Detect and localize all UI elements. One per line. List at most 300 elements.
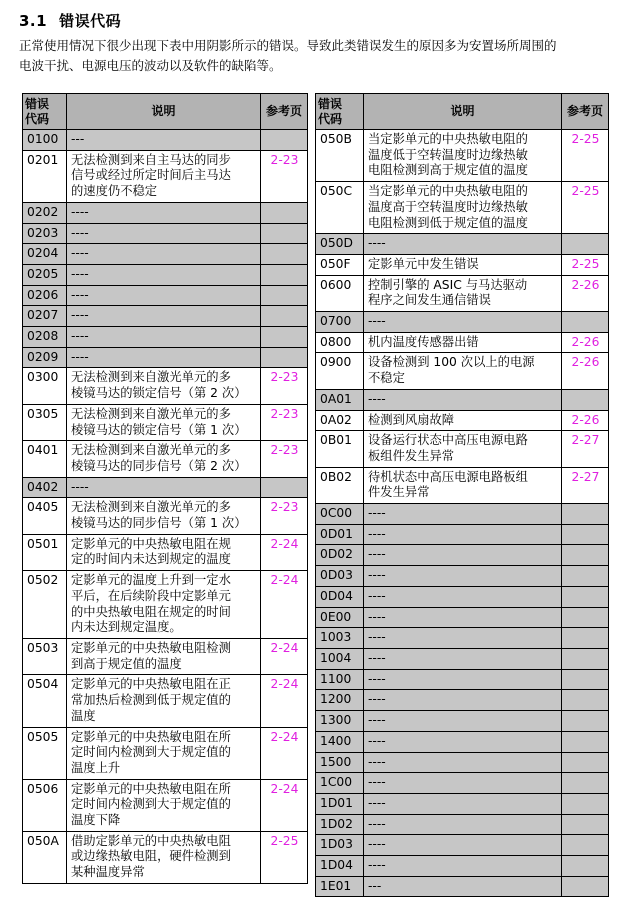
- reference-page: [261, 306, 308, 327]
- reference-page: [562, 856, 609, 877]
- table-row: [23, 727, 308, 779]
- error-code: 0205: [23, 264, 67, 285]
- reference-page: [261, 202, 308, 223]
- reference-page: [562, 628, 609, 649]
- description-line: 温度: [71, 708, 96, 723]
- reference-page: 2-25: [261, 831, 308, 883]
- description-line: 棱镜马达的锁定信号（第 2 次）: [71, 386, 247, 401]
- reference-page: [261, 264, 308, 285]
- reference-page: 2-24: [261, 727, 308, 779]
- error-code: 0C00: [316, 504, 364, 525]
- reference-page: [261, 477, 308, 498]
- table-row: [316, 332, 609, 353]
- description-line: 件发生异常: [368, 485, 430, 500]
- error-code: 1003: [316, 628, 364, 649]
- table-row: [316, 731, 609, 752]
- error-description: [67, 404, 261, 440]
- header-desc: 说明: [67, 94, 261, 130]
- description-line: 程序之间发生通信错误: [368, 293, 491, 308]
- error-code: 0204: [23, 244, 67, 265]
- error-description: [67, 223, 261, 244]
- error-description: [364, 793, 562, 814]
- error-description: [67, 675, 261, 727]
- error-description: [67, 347, 261, 368]
- error-description: [67, 571, 261, 639]
- error-code: 1500: [316, 752, 364, 773]
- error-description: [364, 130, 562, 182]
- error-code: 0700: [316, 312, 364, 333]
- description-line: 定时间内检测到大于规定值的: [71, 745, 231, 760]
- description-line: ----: [368, 795, 386, 810]
- reference-page: 2-26: [562, 410, 609, 431]
- table-row: [316, 431, 609, 467]
- table-row: [23, 368, 308, 404]
- error-description: [364, 566, 562, 587]
- description-line: ----: [368, 547, 386, 562]
- table-row: [23, 441, 308, 477]
- error-description: [364, 182, 562, 234]
- table-row: [316, 669, 609, 690]
- error-code: 0206: [23, 285, 67, 306]
- description-line: 不稳定: [368, 371, 405, 386]
- error-description: [364, 607, 562, 628]
- table-row: [23, 347, 308, 368]
- table-row: [23, 675, 308, 727]
- table-header-row: [316, 94, 609, 130]
- table-row: [316, 690, 609, 711]
- error-table-left: [22, 93, 308, 884]
- description-line: ----: [368, 630, 386, 645]
- table-row: [316, 130, 609, 182]
- error-description: [67, 306, 261, 327]
- error-code: 0D02: [316, 545, 364, 566]
- reference-page: [562, 793, 609, 814]
- error-description: [364, 504, 562, 525]
- error-code: 0A01: [316, 389, 364, 410]
- reference-page: [562, 389, 609, 410]
- description-line: 定影单元的中央热敏电阻在所: [71, 729, 231, 744]
- description-line: ----: [71, 479, 89, 494]
- error-description: [67, 264, 261, 285]
- error-code: 0401: [23, 441, 67, 477]
- description-line: 定影单元的中央热敏电阻检测: [71, 640, 231, 655]
- description-line: ----: [71, 246, 89, 261]
- description-line: 常加热后检测到低于规定值的: [71, 693, 231, 708]
- description-line: ---: [71, 132, 85, 146]
- table-row: [23, 327, 308, 348]
- table-row: [23, 571, 308, 639]
- description-line: 温度上升: [71, 760, 121, 775]
- reference-page: [261, 244, 308, 265]
- error-code: 1400: [316, 731, 364, 752]
- description-line: 控制引擎的 ASIC 与马达驱动: [368, 277, 528, 292]
- reference-page: [562, 814, 609, 835]
- table-row: [316, 711, 609, 732]
- error-description: [364, 234, 562, 255]
- error-description: [364, 254, 562, 275]
- error-code: 0E00: [316, 607, 364, 628]
- error-code: 050B: [316, 130, 364, 182]
- reference-page: [562, 312, 609, 333]
- table-row: [316, 793, 609, 814]
- error-code: 0D01: [316, 524, 364, 545]
- table-header-row: [23, 94, 308, 130]
- reference-page: [562, 504, 609, 525]
- error-description: [364, 690, 562, 711]
- table-row: [316, 524, 609, 545]
- description-line: ----: [368, 858, 386, 873]
- table-row: [23, 534, 308, 570]
- table-row: [316, 648, 609, 669]
- error-description: [67, 727, 261, 779]
- reference-page: [562, 545, 609, 566]
- table-row: [23, 150, 308, 202]
- description-line: 温度低于空转温度时边缘热敏: [368, 147, 528, 162]
- reference-page: 2-24: [261, 571, 308, 639]
- header-code: 错误 代码: [23, 94, 67, 130]
- description-line: 平后，在后续阶段中定影单元: [71, 588, 231, 603]
- description-line: 定影单元的中央热敏电阻在规: [71, 536, 231, 551]
- error-code: 0B01: [316, 431, 364, 467]
- description-line: 设备检测到 100 次以上的电源: [368, 355, 535, 370]
- reference-page: [261, 327, 308, 348]
- description-line: 到高于规定值的温度: [71, 656, 182, 671]
- description-line: ----: [368, 650, 386, 665]
- reference-page: [562, 524, 609, 545]
- error-description: [67, 534, 261, 570]
- description-line: 定影单元的中央热敏电阻在正: [71, 677, 231, 692]
- table-row: [316, 856, 609, 877]
- error-code: 1100: [316, 669, 364, 690]
- error-code: 0900: [316, 353, 364, 389]
- error-code: 1200: [316, 690, 364, 711]
- error-code: 0100: [23, 130, 67, 151]
- error-description: [67, 150, 261, 202]
- reference-page: [261, 223, 308, 244]
- table-row: [23, 223, 308, 244]
- error-description: [67, 498, 261, 534]
- error-code: 0800: [316, 332, 364, 353]
- table-row: [316, 182, 609, 234]
- error-code: 0305: [23, 404, 67, 440]
- error-code: 0202: [23, 202, 67, 223]
- description-line: ----: [368, 754, 386, 769]
- reference-page: [562, 711, 609, 732]
- description-line: ----: [71, 266, 89, 281]
- intro-line: 正常使用情况下很少出现下表中用阴影所示的错误。导致此类错误发生的原因多为安置场所周围的: [19, 38, 557, 53]
- table-row: [23, 498, 308, 534]
- section-number: 3.1: [19, 12, 48, 30]
- description-line: ----: [71, 308, 89, 323]
- table-row: [316, 389, 609, 410]
- description-line: 定时间内检测到大于规定值的: [71, 797, 231, 812]
- description-line: 棱镜马达的同步信号（第 2 次）: [71, 458, 247, 473]
- error-description: [364, 545, 562, 566]
- description-line: 电阻检测到低于规定值的温度: [368, 215, 528, 230]
- error-description: [364, 431, 562, 467]
- error-code: 050D: [316, 234, 364, 255]
- error-description: [67, 477, 261, 498]
- table-row: [316, 586, 609, 607]
- description-line: 板组件发生异常: [368, 448, 455, 463]
- description-line: 电阻检测到高于规定值的温度: [368, 163, 528, 178]
- reference-page: 2-24: [261, 534, 308, 570]
- error-code: 0503: [23, 638, 67, 674]
- error-code: 0209: [23, 347, 67, 368]
- error-description: [67, 779, 261, 831]
- description-line: 设备运行状态中高压电源电路: [368, 433, 528, 448]
- error-description: [67, 202, 261, 223]
- table-row: [23, 831, 308, 883]
- error-description: [364, 312, 562, 333]
- error-table-right: [315, 93, 609, 897]
- description-line: 棱镜马达的锁定信号（第 1 次）: [71, 422, 247, 437]
- description-line: ----: [368, 775, 386, 790]
- table-row: [23, 264, 308, 285]
- description-line: 的中央热敏电阻在规定的时间: [71, 604, 231, 619]
- table-row: [23, 477, 308, 498]
- table-row: [316, 628, 609, 649]
- section-title: [19, 10, 121, 31]
- error-code: 0300: [23, 368, 67, 404]
- reference-page: 2-23: [261, 498, 308, 534]
- reference-page: 2-24: [261, 779, 308, 831]
- error-code: 0502: [23, 571, 67, 639]
- error-code: 0201: [23, 150, 67, 202]
- reference-page: [261, 285, 308, 306]
- reference-page: [562, 835, 609, 856]
- table-row: [23, 244, 308, 265]
- error-code: 1C00: [316, 773, 364, 794]
- intro-line: 电波干扰、电源电压的波动以及软件的缺陷等。: [19, 58, 282, 73]
- table-row: [316, 312, 609, 333]
- reference-page: 2-27: [562, 467, 609, 503]
- description-line: ----: [71, 287, 89, 302]
- table-row: [316, 467, 609, 503]
- table-row: [23, 202, 308, 223]
- table-body: [316, 130, 609, 897]
- table-row: [23, 779, 308, 831]
- table-row: [316, 545, 609, 566]
- table-row: [316, 752, 609, 773]
- error-code: 050F: [316, 254, 364, 275]
- error-code: 0505: [23, 727, 67, 779]
- description-line: ----: [368, 816, 386, 831]
- reference-page: [562, 773, 609, 794]
- reference-page: [562, 690, 609, 711]
- reference-page: 2-23: [261, 404, 308, 440]
- error-code: 1D03: [316, 835, 364, 856]
- description-line: ----: [368, 837, 386, 852]
- error-code: 050A: [23, 831, 67, 883]
- description-line: ----: [368, 236, 386, 251]
- error-code: 0203: [23, 223, 67, 244]
- description-line: 信号或经过所定时间后主马达: [71, 168, 231, 183]
- description-line: ----: [71, 349, 89, 364]
- error-description: [364, 876, 562, 897]
- error-description: [364, 332, 562, 353]
- table-row: [316, 504, 609, 525]
- header-desc: 说明: [364, 94, 562, 130]
- error-code: 050C: [316, 182, 364, 234]
- error-description: [364, 275, 562, 311]
- description-line: ----: [368, 671, 386, 686]
- table-row: [316, 234, 609, 255]
- description-line: 当定影单元的中央热敏电阻的: [368, 184, 528, 199]
- header-ref: 参考页: [562, 94, 609, 130]
- error-description: [364, 467, 562, 503]
- reference-page: [562, 752, 609, 773]
- table-row: [316, 876, 609, 897]
- error-description: [364, 524, 562, 545]
- error-description: [364, 669, 562, 690]
- error-description: [364, 856, 562, 877]
- table-body: [23, 130, 308, 884]
- error-description: [67, 244, 261, 265]
- error-code: 1004: [316, 648, 364, 669]
- table-row: [23, 638, 308, 674]
- header-ref: 参考页: [261, 94, 308, 130]
- error-description: [364, 711, 562, 732]
- error-description: [364, 628, 562, 649]
- description-line: ----: [368, 391, 386, 406]
- description-line: 内未达到规定温度。: [71, 620, 182, 635]
- error-description: [364, 814, 562, 835]
- reference-page: 2-25: [562, 254, 609, 275]
- table-row: [23, 404, 308, 440]
- description-line: 定影单元的中央热敏电阻在所: [71, 781, 231, 796]
- reference-page: [261, 347, 308, 368]
- table-row: [316, 835, 609, 856]
- description-line: 的速度仍不稳定: [71, 184, 158, 199]
- error-description: [67, 368, 261, 404]
- error-description: [364, 752, 562, 773]
- table-row: [316, 353, 609, 389]
- error-description: [364, 773, 562, 794]
- header-code: 错误 代码: [316, 94, 364, 130]
- error-description: [67, 130, 261, 151]
- description-line: ----: [368, 506, 386, 521]
- description-line: ----: [71, 329, 89, 344]
- error-description: [364, 731, 562, 752]
- error-code: 0D04: [316, 586, 364, 607]
- description-line: 无法检测到来自激光单元的多: [71, 406, 231, 421]
- reference-page: 2-26: [562, 275, 609, 311]
- table-row: [316, 410, 609, 431]
- description-line: 借助定影单元的中央热敏电阻: [71, 833, 231, 848]
- description-line: 待机状态中高压电源电路板组: [368, 469, 528, 484]
- description-line: 无法检测到来自激光单元的多: [71, 370, 231, 385]
- error-description: [364, 835, 562, 856]
- reference-page: 2-26: [562, 332, 609, 353]
- error-code: 0600: [316, 275, 364, 311]
- reference-page: 2-23: [261, 441, 308, 477]
- reference-page: 2-25: [562, 130, 609, 182]
- description-line: ----: [71, 225, 89, 240]
- error-code: 1D02: [316, 814, 364, 835]
- description-line: 温度高于空转温度时边缘热敏: [368, 199, 528, 214]
- description-line: 定的时间内未达到规定的温度: [71, 552, 231, 567]
- table-row: [316, 275, 609, 311]
- error-description: [364, 586, 562, 607]
- error-description: [67, 441, 261, 477]
- description-line: ---: [368, 878, 382, 893]
- description-line: ----: [368, 314, 386, 329]
- error-description: [67, 638, 261, 674]
- reference-page: [562, 607, 609, 628]
- table-row: [23, 285, 308, 306]
- description-line: 当定影单元的中央热敏电阻的: [368, 132, 528, 146]
- error-description: [67, 327, 261, 348]
- description-line: 定影单元中发生错误: [368, 256, 479, 271]
- table-row: [316, 773, 609, 794]
- error-code: 0506: [23, 779, 67, 831]
- description-line: ----: [368, 526, 386, 541]
- intro-paragraph: [19, 36, 611, 76]
- error-description: [364, 389, 562, 410]
- error-code: 0504: [23, 675, 67, 727]
- table-row: [23, 130, 308, 151]
- description-line: 检测到风扇故障: [368, 412, 455, 427]
- error-code: 0208: [23, 327, 67, 348]
- description-line: 无法检测到来自激光单元的多: [71, 500, 231, 515]
- description-line: 温度下降: [71, 813, 121, 828]
- table-row: [23, 306, 308, 327]
- error-code: 0B02: [316, 467, 364, 503]
- error-code: 0501: [23, 534, 67, 570]
- reference-page: [562, 234, 609, 255]
- reference-page: [562, 566, 609, 587]
- reference-page: [562, 648, 609, 669]
- error-description: [364, 353, 562, 389]
- description-line: 或边缘热敏电阻，硬件检测到: [71, 849, 231, 864]
- reference-page: 2-26: [562, 353, 609, 389]
- table-row: [316, 607, 609, 628]
- description-line: ----: [368, 588, 386, 603]
- description-line: ----: [71, 204, 89, 219]
- reference-page: [562, 669, 609, 690]
- reference-page: [562, 876, 609, 897]
- error-description: [67, 831, 261, 883]
- description-line: 棱镜马达的同步信号（第 1 次）: [71, 516, 247, 531]
- error-description: [364, 410, 562, 431]
- error-code: 0402: [23, 477, 67, 498]
- error-code: 1E01: [316, 876, 364, 897]
- table-row: [316, 566, 609, 587]
- error-code: 1D01: [316, 793, 364, 814]
- description-line: ----: [368, 733, 386, 748]
- description-line: 机内温度传感器出错: [368, 334, 479, 349]
- description-line: 定影单元的温度上升到一定水: [71, 573, 231, 588]
- reference-page: 2-24: [261, 675, 308, 727]
- error-code: 1D04: [316, 856, 364, 877]
- description-line: ----: [368, 713, 386, 728]
- description-line: 某种温度异常: [71, 865, 145, 880]
- description-line: ----: [368, 568, 386, 583]
- reference-page: [261, 130, 308, 151]
- reference-page: [562, 586, 609, 607]
- description-line: ----: [368, 609, 386, 624]
- reference-page: [562, 731, 609, 752]
- description-line: 无法检测到来自激光单元的多: [71, 443, 231, 458]
- reference-page: 2-23: [261, 150, 308, 202]
- description-line: ----: [368, 692, 386, 707]
- table-row: [316, 814, 609, 835]
- reference-page: 2-24: [261, 638, 308, 674]
- table-row: [316, 254, 609, 275]
- reference-page: 2-27: [562, 431, 609, 467]
- error-code: 0A02: [316, 410, 364, 431]
